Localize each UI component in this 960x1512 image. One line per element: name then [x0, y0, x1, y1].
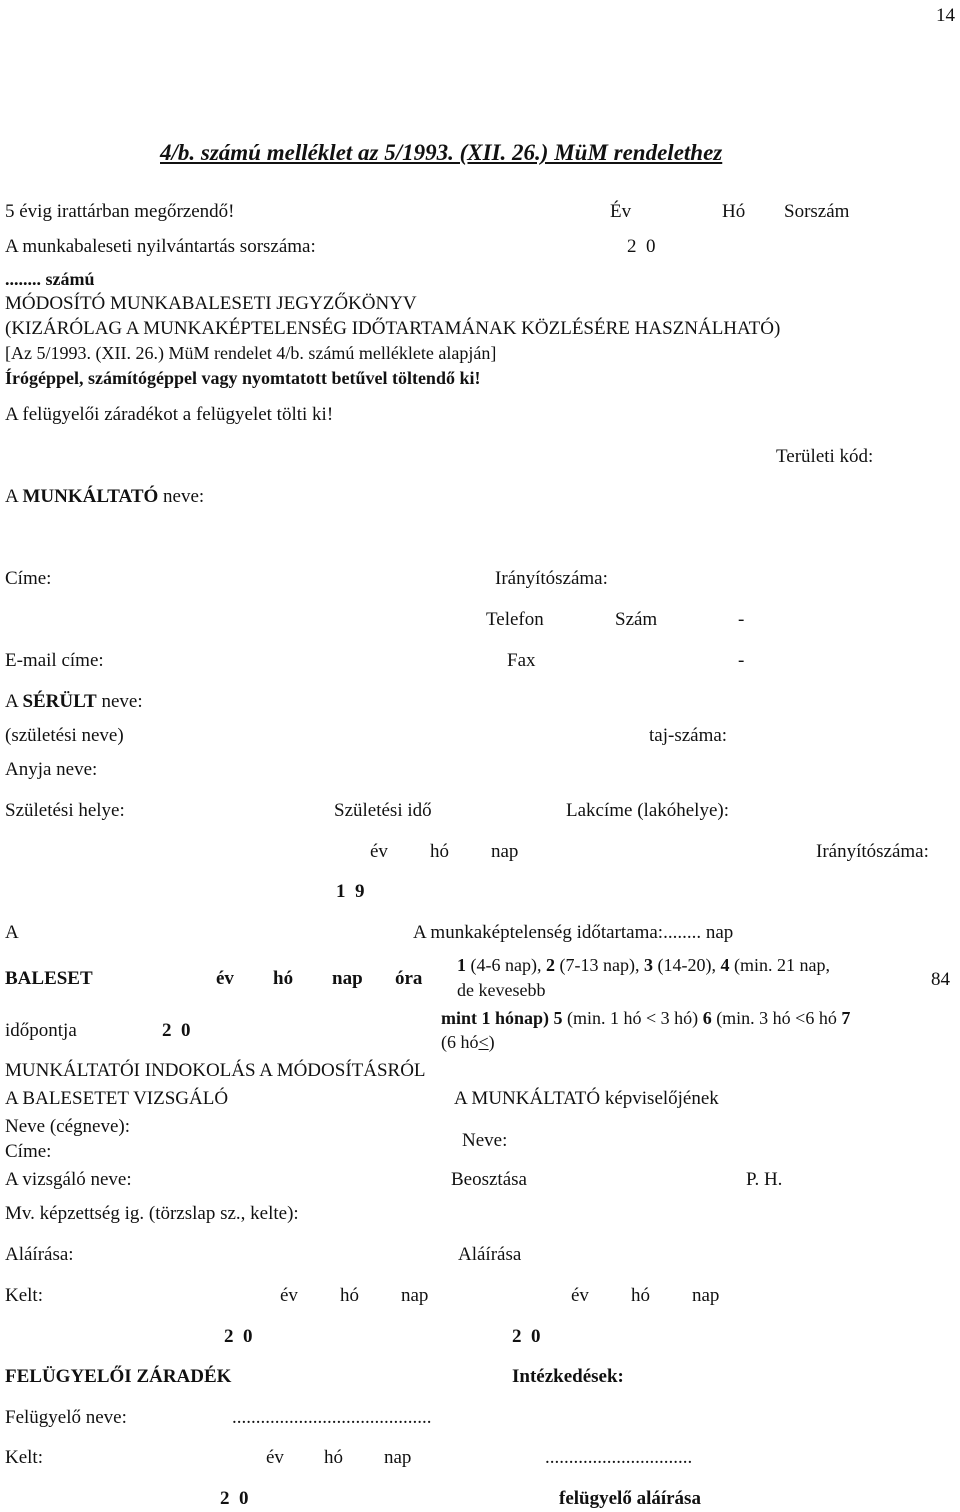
code-7-text-c: )	[488, 1032, 495, 1052]
investigator-heading: A BALESETET VIZSGÁLÓ	[5, 1088, 229, 1109]
registry-year-prefix: 2 0	[627, 236, 656, 257]
injured-taj-label: taj-száma:	[649, 725, 728, 746]
employer-name-suffix: neve:	[163, 486, 205, 507]
examiner-name-label: A vizsgáló neve:	[5, 1169, 132, 1190]
accident-label: BALESET	[5, 968, 93, 989]
investigator-signature-label: Aláírása:	[5, 1244, 74, 1265]
territorial-code-label: Területi kód:	[776, 446, 874, 467]
code-5-text: (min. 1 hó < 3 hó)	[567, 1008, 699, 1028]
investigator-name-label: Neve (cégneve):	[5, 1116, 131, 1137]
employer-name-bold: MUNKÁLTATÓ	[22, 486, 159, 507]
duration-codes-line-1	[457, 956, 830, 974]
employer-email-label: E-mail címe:	[5, 650, 104, 671]
col-ev: Év	[610, 201, 632, 222]
employer-number-label: Szám	[615, 609, 658, 630]
code-6-text: (min. 3 hó <6 hó	[716, 1008, 837, 1028]
representative-dated-nap: nap	[692, 1285, 720, 1306]
retention-note: 5 évig irattárban megőrzendő!	[5, 201, 235, 222]
accident-year-prefix: 2 0	[162, 1020, 191, 1041]
inspector-instruction: A felügyelői záradékot a felügyelet tölti ki!	[5, 404, 334, 425]
form-sub-heading: (KIZÁRÓLAG A MUNKAKÉPTELENSÉG IDŐTARTAMÁNAK KÖZLÉSÉRE HASZNÁLHATÓ)	[5, 318, 781, 339]
inspector-dated-ev: év	[266, 1447, 284, 1468]
inspector-signature-dots: ...............................	[545, 1447, 693, 1468]
accident-ho: hó	[273, 968, 294, 989]
employer-phone-label: Telefon	[486, 609, 544, 630]
employer-justification-heading: MUNKÁLTATÓI INDOKOLÁS A MÓDOSÍTÁSRÓL	[5, 1060, 426, 1081]
injured-residence-label: Lakcíme (lakóhelye):	[566, 800, 730, 821]
injured-birth-name-label: (születési neve)	[5, 725, 124, 746]
col-sorszam: Sorszám	[784, 201, 850, 222]
code-1-text: (4-6 nap),	[470, 955, 542, 975]
employer-zip-label: Irányítószáma:	[495, 568, 608, 589]
representative-dated-ho: hó	[631, 1285, 650, 1306]
accident-nap: nap	[332, 968, 363, 989]
employer-address-label: Címe:	[5, 568, 52, 589]
employer-phone-dash: -	[738, 609, 745, 630]
employer-name-label	[5, 487, 204, 506]
inspector-dated-ho: hó	[324, 1447, 343, 1468]
inspector-clause-heading: FELÜGYELŐI ZÁRADÉK	[5, 1366, 232, 1387]
code-4-text: (min. 21 nap,	[733, 955, 830, 975]
injured-name-bold: SÉRÜLT	[22, 691, 97, 712]
representative-heading: A MUNKÁLTATÓ képviselőjének	[454, 1088, 719, 1109]
injured-mother-label: Anyja neve:	[5, 759, 98, 780]
investigator-dated-nap: nap	[401, 1285, 429, 1306]
col-ho: Hó	[722, 201, 746, 222]
inspector-name-dots: ..........................................	[232, 1407, 432, 1428]
fill-instruction: Írógéppel, számítógéppel vagy nyomtatott betűvel töltendő ki!	[5, 368, 481, 388]
employer-name-prefix: A	[5, 486, 18, 507]
code-2-text: (7-13 nap),	[559, 955, 640, 975]
legal-basis: [Az 5/1993. (XII. 26.) MüM rendelet 4/b. számú melléklete alapján]	[5, 343, 497, 363]
injured-name-label	[5, 692, 143, 711]
code-5: 5	[553, 1008, 563, 1028]
injured-birth-ho: hó	[430, 841, 449, 862]
stamp-placeholder: P. H.	[746, 1169, 783, 1190]
duration-codes-line-2: de kevesebb	[457, 980, 546, 1000]
investigator-dated-ho: hó	[340, 1285, 359, 1306]
code-1: 1	[457, 955, 466, 975]
duration-codes-line-3	[441, 1009, 850, 1027]
registry-label: A munkabaleseti nyilvántartás sorszáma:	[5, 236, 316, 257]
document-title: 4/b. számú melléklet az 5/1993. (XII. 26.) MüM rendelethez	[160, 140, 723, 165]
code-4: 4	[720, 955, 730, 975]
injured-name-suffix: neve:	[101, 691, 143, 712]
injured-residence-zip-label: Irányítószáma:	[816, 841, 929, 862]
accident-ora: óra	[395, 968, 423, 989]
representative-name-label: Neve:	[462, 1130, 508, 1151]
examiner-qualification-label: Mv. képzettség ig. (törzslap sz., kelte):	[5, 1203, 299, 1224]
code-7-text-b: <	[478, 1032, 489, 1052]
investigator-dated-ev: év	[280, 1285, 298, 1306]
form-main-heading: MÓDOSÍTÓ MUNKABALESETI JEGYZŐKÖNYV	[5, 293, 417, 314]
code-2: 2	[545, 955, 555, 975]
injured-birth-nap: nap	[491, 841, 519, 862]
duration-code-box: 84	[931, 969, 950, 990]
form-number-line: ........ számú	[5, 269, 95, 289]
employer-fax-label: Fax	[507, 650, 536, 671]
accident-ev: év	[216, 968, 234, 989]
incapacity-duration: A munkaképtelenség időtartama:........ nap	[413, 922, 734, 943]
inspector-dated-label: Kelt:	[5, 1447, 43, 1468]
code-6: 6	[702, 1008, 712, 1028]
injured-birthplace-label: Születési helye:	[5, 800, 125, 821]
inspector-year-prefix: 2 0	[220, 1488, 249, 1509]
code-3-text: (14-20),	[657, 955, 716, 975]
employer-fax-dash: -	[738, 650, 745, 671]
representative-year-prefix: 2 0	[512, 1326, 541, 1347]
representative-signature-label: Aláírása	[458, 1244, 522, 1265]
investigator-address-label: Címe:	[5, 1141, 52, 1162]
injured-birth-year-prefix: 1 9	[336, 881, 365, 902]
inspector-dated-nap: nap	[384, 1447, 412, 1468]
inspector-name-label: Felügyelő neve:	[5, 1407, 127, 1428]
injured-name-prefix: A	[5, 691, 18, 712]
code-7: 7	[841, 1008, 851, 1028]
duration-codes-line-4	[441, 1033, 495, 1051]
injured-birth-time-label: Születési idő	[334, 800, 432, 821]
accident-time-label: időpontja	[5, 1020, 77, 1041]
code-4-end: mint 1 hónap)	[441, 1008, 550, 1028]
representative-dated-ev: év	[571, 1285, 589, 1306]
code-7-text-a: (6 hó	[441, 1032, 479, 1052]
accident-a: A	[5, 922, 19, 943]
investigator-year-prefix: 2 0	[224, 1326, 253, 1347]
investigator-dated-label: Kelt:	[5, 1285, 43, 1306]
inspector-measures-label: Intézkedések:	[512, 1366, 624, 1387]
inspector-signature-label: felügyelő aláírása	[559, 1488, 701, 1509]
injured-birth-ev: év	[370, 841, 388, 862]
code-3: 3	[643, 955, 653, 975]
representative-position-label: Beosztása	[451, 1169, 527, 1190]
page-number: 14	[936, 5, 955, 26]
